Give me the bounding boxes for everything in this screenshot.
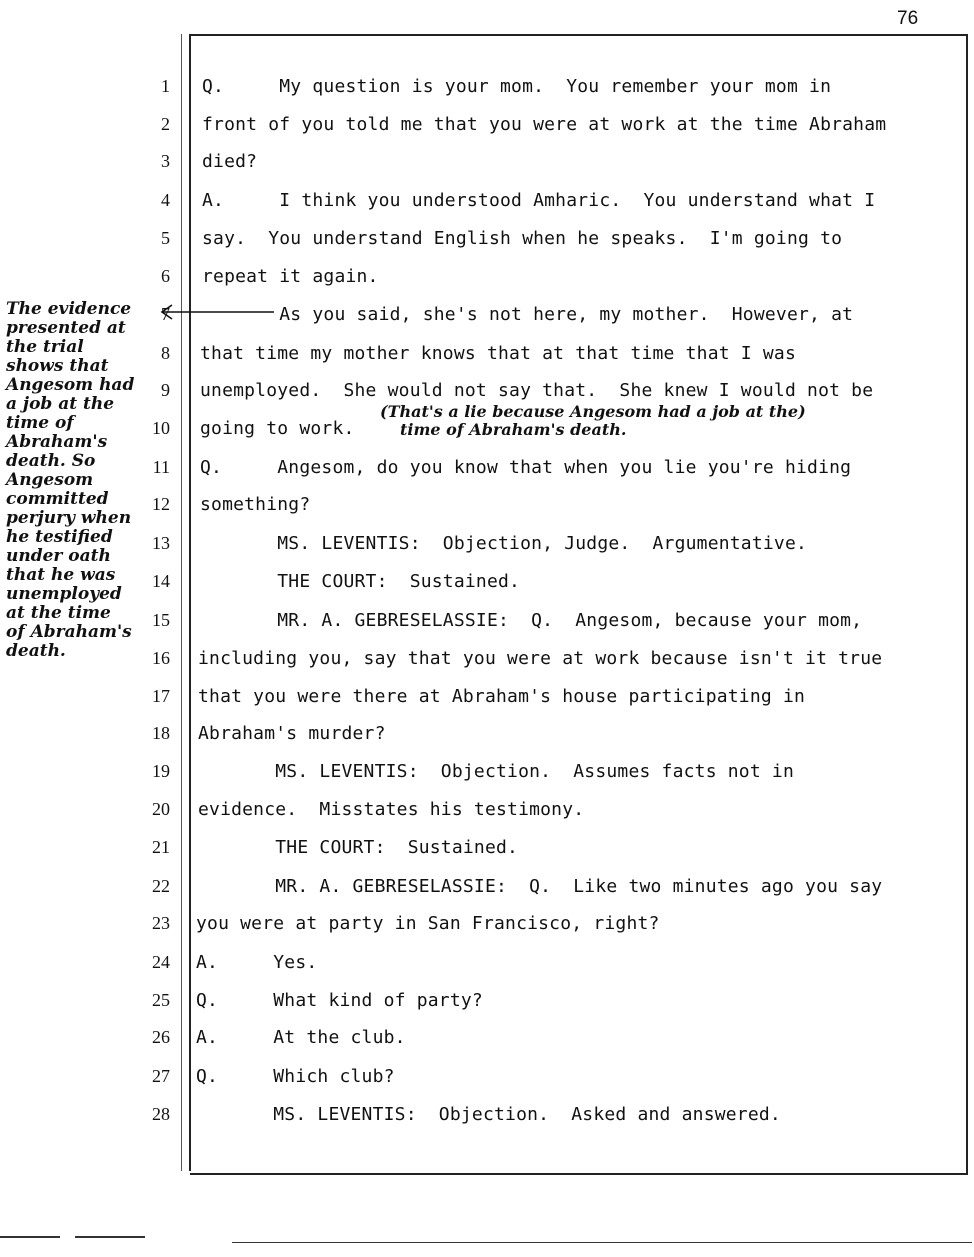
margin-note-line: perjury when [6, 508, 132, 528]
handwritten-inline-note [380, 403, 940, 439]
margin-note-line: Abraham's [6, 432, 108, 452]
margin-note-line: death. [6, 641, 66, 661]
line-number: 14 [152, 571, 170, 591]
margin-note-line: shows that [6, 356, 109, 376]
page-number: 76 [897, 8, 919, 29]
line-text: Q. Which club? [196, 1066, 395, 1087]
line-number: 20 [152, 799, 170, 819]
line-number: 25 [152, 990, 170, 1010]
line-number: 4 [161, 190, 170, 210]
line-number: 1 [161, 76, 170, 96]
margin-note-line: Angesom had [6, 375, 135, 395]
inline-note-line: time of Abraham's death. [400, 420, 627, 439]
line-number: 24 [152, 952, 170, 972]
line-number: 13 [152, 533, 170, 553]
line-number: 6 [161, 266, 170, 286]
line-text: THE COURT: Sustained. [200, 571, 521, 592]
line-text: As you said, she's not here, my mother. However, at [202, 304, 854, 325]
line-text: front of you told me that you were at work at the time Abraham [202, 114, 887, 135]
footer-rule [232, 1242, 972, 1243]
line-text: MS. LEVENTIS: Objection, Judge. Argumentative. [200, 533, 808, 554]
margin-note-line: at the time [6, 603, 111, 623]
line-number: 8 [161, 343, 170, 363]
line-number: 26 [152, 1027, 170, 1047]
line-number: 15 [152, 610, 170, 630]
line-text: A. At the club. [196, 1027, 406, 1048]
line-text: that you were there at Abraham's house participating in [198, 686, 806, 707]
handwritten-margin-note [6, 300, 156, 661]
line-text: Q. What kind of party? [196, 990, 483, 1011]
line-number: 21 [152, 837, 170, 857]
line-text: Abraham's murder? [198, 723, 386, 744]
line-text: Q. Angesom, do you know that when you lie you're hiding [200, 457, 852, 478]
margin-note-line: of Abraham's [6, 622, 132, 642]
line-number: 10 [152, 418, 170, 438]
line-number: 12 [152, 494, 170, 514]
margin-note-line: The evidence [6, 299, 132, 319]
line-text: evidence. Misstates his testimony. [198, 799, 585, 820]
line-number: 2 [161, 114, 170, 134]
line-text: A. Yes. [196, 952, 318, 973]
margin-note-line: death. So [6, 451, 96, 471]
line-number: 16 [152, 648, 170, 668]
line-number: 9 [161, 380, 170, 400]
line-text: including you, say that you were at work because isn't it true [198, 648, 883, 669]
line-number: 28 [152, 1104, 170, 1124]
line-number: 27 [152, 1066, 170, 1086]
margin-note-line: he testified [6, 527, 113, 547]
line-text: repeat it again. [202, 266, 379, 287]
line-number: 23 [152, 913, 170, 933]
line-number: 18 [152, 723, 170, 743]
line-number: 19 [152, 761, 170, 781]
line-text: MR. A. GEBRESELASSIE: Q. Like two minutes ago you say [198, 876, 883, 897]
line-text: THE COURT: Sustained. [198, 837, 519, 858]
margin-note-line: the trial [6, 337, 84, 357]
line-number: 17 [152, 686, 170, 706]
margin-rule-outer [181, 34, 182, 1171]
margin-note-line: a job at the [6, 394, 115, 414]
annotation-arrow-icon [158, 302, 278, 322]
margin-note-line: that he was [6, 565, 116, 585]
line-text: you were at party in San Francisco, right? [196, 913, 660, 934]
line-number: 3 [161, 151, 170, 171]
line-text: unemployed. She would not say that. She knew I would not be [200, 380, 874, 401]
line-text: going to work. [200, 418, 355, 439]
line-number: 11 [152, 457, 170, 477]
footer-rule [75, 1236, 145, 1238]
line-text: something? [200, 494, 311, 515]
line-number: 5 [161, 228, 170, 248]
margin-note-line: under oath [6, 546, 111, 566]
margin-note-line: presented at [6, 318, 126, 338]
line-text: Q. My question is your mom. You remember your mom in [202, 76, 832, 97]
line-number: 7 [161, 304, 170, 324]
margin-rule [189, 34, 191, 1171]
line-text: say. You understand English when he speaks. I'm going to [202, 228, 843, 249]
line-text: died? [202, 151, 258, 172]
line-text: A. I think you understood Amharic. You understand what I [202, 190, 876, 211]
line-text: MS. LEVENTIS: Objection. Assumes facts not in [198, 761, 794, 782]
line-text: that time my mother knows that at that time that I was [200, 343, 796, 364]
margin-note-line: unemployed [6, 584, 122, 604]
inline-note-line: (That's a lie because Angesom had a job at the) [380, 402, 806, 421]
footer-rule [0, 1236, 60, 1238]
margin-note-line: time of [6, 413, 74, 433]
line-text: MR. A. GEBRESELASSIE: Q. Angesom, because your mom, [200, 610, 863, 631]
line-text: MS. LEVENTIS: Objection. Asked and answered. [196, 1104, 781, 1125]
margin-note-line: committed [6, 489, 109, 509]
margin-note-line: Angesom [6, 470, 94, 490]
line-number: 22 [152, 876, 170, 896]
